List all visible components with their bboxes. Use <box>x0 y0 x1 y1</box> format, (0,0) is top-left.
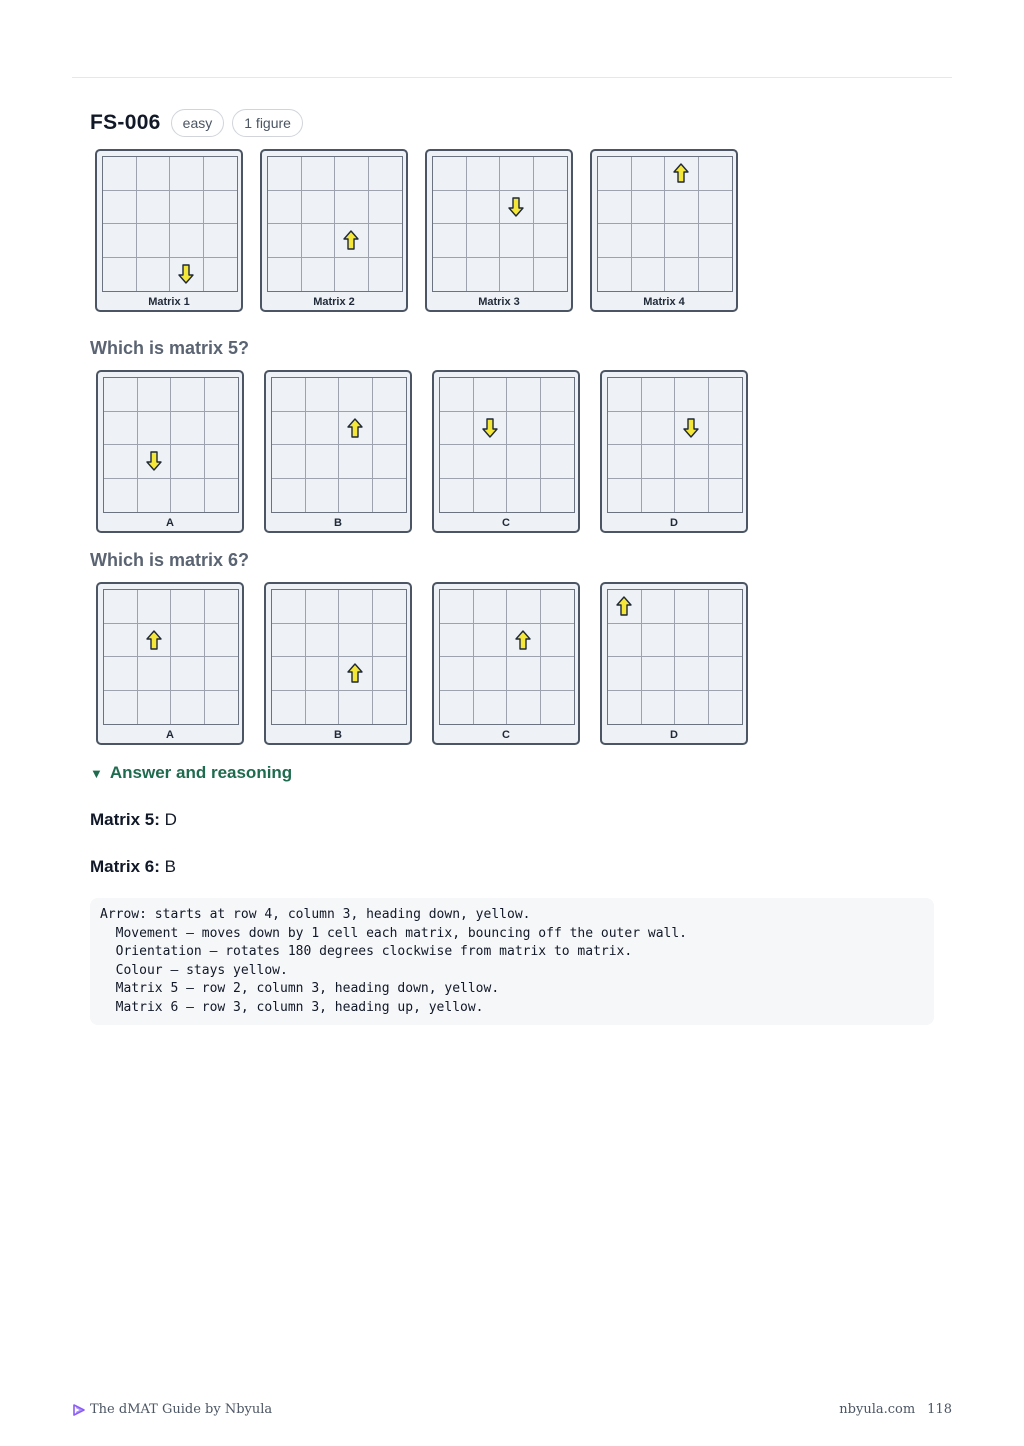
arrow-up-icon <box>616 596 632 616</box>
grid-cell <box>306 412 340 446</box>
grid-cell <box>541 378 575 412</box>
matrix-grid <box>607 589 743 725</box>
grid-cell <box>268 224 302 258</box>
answer-matrix-6 <box>90 857 934 877</box>
sequence-matrix-1 <box>95 149 243 312</box>
grid-cell <box>665 157 699 191</box>
puzzle-content <box>90 108 934 1025</box>
grid-cell <box>268 191 302 225</box>
grid-cell <box>675 445 709 479</box>
grid-cell <box>272 412 306 446</box>
grid-cell <box>665 224 699 258</box>
grid-cell <box>171 624 205 658</box>
grid-cell <box>665 258 699 292</box>
grid-cell <box>642 412 676 446</box>
grid-cell <box>205 412 239 446</box>
arrow-down-icon <box>178 264 194 284</box>
grid-cell <box>440 412 474 446</box>
question-matrix-5: Which is matrix 5? <box>90 338 250 358</box>
grid-cell <box>171 590 205 624</box>
grid-cell <box>467 258 501 292</box>
grid-cell <box>205 657 239 691</box>
grid-cell <box>675 624 709 658</box>
grid-cell <box>272 445 306 479</box>
grid-cell <box>204 258 238 292</box>
grid-cell <box>373 479 407 513</box>
book-title: The dMAT Guide by Nbyula <box>90 1402 273 1417</box>
grid-cell <box>440 378 474 412</box>
grid-cell <box>598 191 632 225</box>
answer-toggle-label: Answer and reasoning <box>109 763 293 782</box>
grid-cell <box>204 224 238 258</box>
grid-cell <box>306 624 340 658</box>
grid-cell <box>104 412 138 446</box>
grid-cell <box>433 224 467 258</box>
grid-cell <box>335 258 369 292</box>
grid-cell <box>632 224 666 258</box>
footer-site-page <box>839 1402 952 1417</box>
answer-matrix-6-value: B <box>164 857 176 876</box>
question-matrix-6: Which is matrix 6? <box>90 550 250 570</box>
arrow-up-icon <box>515 630 531 650</box>
grid-cell <box>138 657 172 691</box>
grid-cell <box>608 412 642 446</box>
grid-cell <box>171 657 205 691</box>
difficulty-badge: easy <box>171 109 225 137</box>
grid-cell <box>335 157 369 191</box>
grid-cell <box>500 258 534 292</box>
grid-cell <box>268 258 302 292</box>
grid-cell <box>138 590 172 624</box>
matrix-label: A <box>166 729 174 741</box>
matrix-label: Matrix 2 <box>313 296 355 308</box>
grid-cell <box>608 479 642 513</box>
matrix-grid <box>439 377 575 513</box>
answer-reasoning-toggle[interactable] <box>90 763 934 783</box>
grid-cell <box>507 657 541 691</box>
grid-cell <box>541 445 575 479</box>
grid-cell <box>339 479 373 513</box>
grid-cell <box>608 691 642 725</box>
grid-cell <box>138 412 172 446</box>
grid-cell <box>541 479 575 513</box>
answer-matrix-5-label: Matrix 5: <box>90 810 160 829</box>
grid-cell <box>339 691 373 725</box>
grid-cell <box>709 624 743 658</box>
grid-cell <box>103 191 137 225</box>
grid-cell <box>302 157 336 191</box>
grid-cell <box>272 657 306 691</box>
footer-book-title <box>72 1402 272 1417</box>
grid-cell <box>335 191 369 225</box>
grid-cell <box>137 224 171 258</box>
puzzle-heading <box>90 108 934 138</box>
grid-cell <box>302 224 336 258</box>
grid-cell <box>268 157 302 191</box>
grid-cell <box>433 191 467 225</box>
grid-cell <box>675 378 709 412</box>
grid-cell <box>103 224 137 258</box>
grid-cell <box>675 691 709 725</box>
grid-cell <box>373 412 407 446</box>
grid-cell <box>440 657 474 691</box>
grid-cell <box>699 224 733 258</box>
grid-cell <box>541 590 575 624</box>
sequence-matrices <box>95 149 934 312</box>
grid-cell <box>104 657 138 691</box>
grid-cell <box>205 624 239 658</box>
grid-cell <box>171 691 205 725</box>
answer-matrix-5 <box>90 810 934 830</box>
grid-cell <box>373 445 407 479</box>
grid-cell <box>608 590 642 624</box>
grid-cell <box>104 624 138 658</box>
matrix-grid <box>103 589 239 725</box>
grid-cell <box>474 590 508 624</box>
arrow-up-icon <box>347 663 363 683</box>
grid-cell <box>507 479 541 513</box>
grid-cell <box>339 378 373 412</box>
matrix-label: B <box>334 729 342 741</box>
matrix-label: C <box>502 729 510 741</box>
matrix-label: Matrix 1 <box>148 296 190 308</box>
grid-cell <box>205 445 239 479</box>
grid-cell <box>204 157 238 191</box>
grid-cell <box>170 191 204 225</box>
grid-cell <box>500 191 534 225</box>
grid-cell <box>507 445 541 479</box>
grid-cell <box>104 479 138 513</box>
grid-cell <box>302 258 336 292</box>
matrix-grid <box>102 156 238 292</box>
grid-cell <box>474 657 508 691</box>
grid-cell <box>272 479 306 513</box>
reasoning-code-block: Arrow: starts at row 4, column 3, heading down, yellow. Movement — moves down by 1 cell each matrix, bouncing off the outer wall. Orientation — rotates 180 degrees clockwise from matrix to matrix. Colour — stays yellow. Matrix 5 — row 2, column 3, heading down, yellow. Matrix 6 — row 3, column 3, heading up, yellow. <box>90 898 934 1025</box>
grid-cell <box>104 445 138 479</box>
grid-cell <box>339 624 373 658</box>
grid-cell <box>339 590 373 624</box>
grid-cell <box>171 479 205 513</box>
grid-cell <box>500 224 534 258</box>
nbyula-logo-icon <box>72 1403 86 1417</box>
grid-cell <box>369 258 403 292</box>
grid-cell <box>272 691 306 725</box>
grid-cell <box>675 412 709 446</box>
arrow-up-icon <box>343 230 359 250</box>
grid-cell <box>541 624 575 658</box>
grid-cell <box>699 157 733 191</box>
grid-cell <box>306 445 340 479</box>
figure-count-badge: 1 figure <box>232 109 303 137</box>
options-matrix-5 <box>96 370 934 533</box>
grid-cell <box>306 590 340 624</box>
matrix-label: A <box>166 517 174 529</box>
disclosure-triangle-icon: ▼ <box>90 765 103 781</box>
grid-cell <box>137 157 171 191</box>
grid-cell <box>534 157 568 191</box>
matrix-grid <box>271 589 407 725</box>
grid-cell <box>440 691 474 725</box>
grid-cell <box>204 191 238 225</box>
grid-cell <box>171 378 205 412</box>
grid-cell <box>440 590 474 624</box>
grid-cell <box>632 191 666 225</box>
grid-cell <box>665 191 699 225</box>
grid-cell <box>709 479 743 513</box>
grid-cell <box>608 624 642 658</box>
sequence-matrix-4 <box>590 149 738 312</box>
grid-cell <box>598 258 632 292</box>
matrix-6-option-a[interactable] <box>96 582 244 745</box>
grid-cell <box>339 445 373 479</box>
arrow-up-icon <box>347 418 363 438</box>
grid-cell <box>642 479 676 513</box>
grid-cell <box>104 590 138 624</box>
grid-cell <box>642 624 676 658</box>
grid-cell <box>675 590 709 624</box>
grid-cell <box>709 412 743 446</box>
grid-cell <box>104 691 138 725</box>
grid-cell <box>500 157 534 191</box>
matrix-grid <box>103 377 239 513</box>
grid-cell <box>709 445 743 479</box>
grid-cell <box>335 224 369 258</box>
puzzle-id: FS-006 <box>90 111 161 134</box>
grid-cell <box>642 657 676 691</box>
site-url: nbyula.com <box>839 1402 916 1417</box>
grid-cell <box>138 691 172 725</box>
grid-cell <box>675 479 709 513</box>
matrix-5-option-a[interactable] <box>96 370 244 533</box>
grid-cell <box>534 224 568 258</box>
grid-cell <box>474 624 508 658</box>
grid-cell <box>433 157 467 191</box>
grid-cell <box>642 590 676 624</box>
grid-cell <box>103 258 137 292</box>
matrix-grid <box>607 377 743 513</box>
grid-cell <box>306 691 340 725</box>
grid-cell <box>373 378 407 412</box>
grid-cell <box>608 657 642 691</box>
grid-cell <box>709 378 743 412</box>
grid-cell <box>474 445 508 479</box>
matrix-label: Matrix 3 <box>478 296 520 308</box>
top-divider <box>72 77 952 78</box>
page-number: 118 <box>927 1402 952 1417</box>
grid-cell <box>171 412 205 446</box>
matrix-grid <box>439 589 575 725</box>
grid-cell <box>369 191 403 225</box>
grid-cell <box>507 412 541 446</box>
grid-cell <box>507 378 541 412</box>
grid-cell <box>598 157 632 191</box>
matrix-5-option-c[interactable] <box>432 370 580 533</box>
grid-cell <box>642 445 676 479</box>
grid-cell <box>507 624 541 658</box>
grid-cell <box>699 258 733 292</box>
grid-cell <box>467 224 501 258</box>
matrix-6-option-c[interactable] <box>432 582 580 745</box>
grid-cell <box>369 157 403 191</box>
grid-cell <box>272 624 306 658</box>
options-matrix-6 <box>96 582 934 745</box>
grid-cell <box>205 479 239 513</box>
grid-cell <box>272 378 306 412</box>
matrix-label: C <box>502 517 510 529</box>
grid-cell <box>170 157 204 191</box>
grid-cell <box>709 691 743 725</box>
grid-cell <box>138 624 172 658</box>
arrow-down-icon <box>683 418 699 438</box>
grid-cell <box>608 378 642 412</box>
matrix-5-option-b[interactable] <box>264 370 412 533</box>
grid-cell <box>170 258 204 292</box>
grid-cell <box>103 157 137 191</box>
grid-cell <box>709 590 743 624</box>
matrix-6-option-b[interactable] <box>264 582 412 745</box>
grid-cell <box>699 191 733 225</box>
grid-cell <box>440 445 474 479</box>
grid-cell <box>138 445 172 479</box>
grid-cell <box>642 378 676 412</box>
grid-cell <box>474 378 508 412</box>
matrix-grid <box>597 156 733 292</box>
grid-cell <box>302 191 336 225</box>
grid-cell <box>598 224 632 258</box>
grid-cell <box>306 479 340 513</box>
grid-cell <box>709 657 743 691</box>
grid-cell <box>137 258 171 292</box>
arrow-up-icon <box>673 163 689 183</box>
grid-cell <box>474 412 508 446</box>
grid-cell <box>306 378 340 412</box>
sequence-matrix-2 <box>260 149 408 312</box>
grid-cell <box>433 258 467 292</box>
matrix-5-option-d[interactable] <box>600 370 748 533</box>
grid-cell <box>137 191 171 225</box>
grid-cell <box>205 691 239 725</box>
grid-cell <box>632 157 666 191</box>
matrix-label: Matrix 4 <box>643 296 685 308</box>
matrix-grid <box>271 377 407 513</box>
matrix-6-option-d[interactable] <box>600 582 748 745</box>
grid-cell <box>138 378 172 412</box>
matrix-grid <box>432 156 568 292</box>
grid-cell <box>541 657 575 691</box>
arrow-up-icon <box>146 630 162 650</box>
arrow-down-icon <box>508 197 524 217</box>
grid-cell <box>507 691 541 725</box>
grid-cell <box>170 224 204 258</box>
page-footer <box>72 1402 952 1422</box>
matrix-grid <box>267 156 403 292</box>
grid-cell <box>339 657 373 691</box>
grid-cell <box>306 657 340 691</box>
grid-cell <box>675 657 709 691</box>
answer-matrix-5-value: D <box>164 810 177 829</box>
arrow-down-icon <box>146 451 162 471</box>
grid-cell <box>474 691 508 725</box>
sequence-matrix-3 <box>425 149 573 312</box>
grid-cell <box>440 624 474 658</box>
arrow-down-icon <box>482 418 498 438</box>
grid-cell <box>632 258 666 292</box>
grid-cell <box>339 412 373 446</box>
grid-cell <box>467 191 501 225</box>
grid-cell <box>171 445 205 479</box>
grid-cell <box>373 691 407 725</box>
grid-cell <box>205 590 239 624</box>
grid-cell <box>272 590 306 624</box>
grid-cell <box>205 378 239 412</box>
grid-cell <box>369 224 403 258</box>
grid-cell <box>541 412 575 446</box>
matrix-label: D <box>670 729 678 741</box>
grid-cell <box>373 624 407 658</box>
answer-matrix-6-label: Matrix 6: <box>90 857 160 876</box>
grid-cell <box>534 258 568 292</box>
grid-cell <box>534 191 568 225</box>
grid-cell <box>440 479 474 513</box>
grid-cell <box>467 157 501 191</box>
matrix-label: B <box>334 517 342 529</box>
grid-cell <box>474 479 508 513</box>
grid-cell <box>373 657 407 691</box>
matrix-label: D <box>670 517 678 529</box>
grid-cell <box>642 691 676 725</box>
grid-cell <box>104 378 138 412</box>
grid-cell <box>608 445 642 479</box>
grid-cell <box>373 590 407 624</box>
grid-cell <box>541 691 575 725</box>
grid-cell <box>507 590 541 624</box>
grid-cell <box>138 479 172 513</box>
